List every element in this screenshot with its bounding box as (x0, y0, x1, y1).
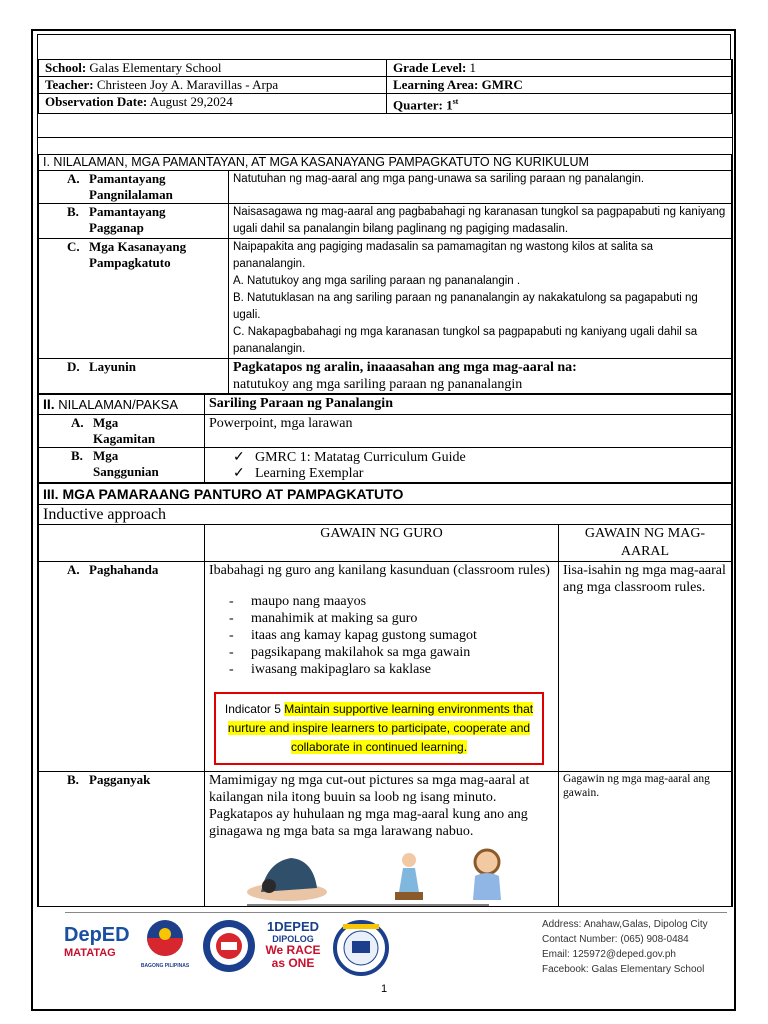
pagganyak-num: B. (67, 772, 79, 788)
paghahanda-num: A. (67, 562, 80, 578)
praying-boy-legs (395, 892, 423, 900)
praying-children-illustration (209, 848, 549, 906)
materials-title: Mga Kagamitan (93, 415, 156, 447)
row-d-label (39, 359, 229, 394)
teacher-cell (39, 77, 387, 94)
teacher-label: Teacher: (45, 77, 94, 92)
guro-instruction: Ibabahagi ng guro ang kanilang kasunduan (classroom rules) (209, 563, 550, 579)
materials-text: Powerpoint, mga larawan (205, 415, 732, 448)
competency-line: A. Natutukoy ang mga sariling paraan ng pananalangin . (233, 275, 521, 288)
date-cell (39, 94, 387, 114)
paghahanda-guro (205, 562, 559, 772)
materials-num: A. (71, 415, 84, 431)
references-title: Mga Sanggunian (93, 448, 159, 480)
section3-table (38, 483, 732, 907)
praying-children-images (209, 848, 554, 906)
pagganyak-label (39, 772, 205, 907)
deped-seal-icon (201, 918, 257, 974)
check-icon: ✓ (233, 450, 245, 466)
pagganyak-aaral: Gagawin ng mga mag-aaral ang gawain. (559, 772, 732, 907)
references-list (205, 448, 732, 483)
references-num: B. (71, 448, 83, 464)
reference-item (209, 450, 727, 466)
check-icon: ✓ (233, 466, 245, 482)
deped-dipolog-text: DIPOLOG (272, 934, 314, 944)
competency-line: B. Natutuklasan na ang sariling paraan ng pananalangin ay nakakatulong sa pagapabuti ng ugali. (233, 292, 698, 322)
deped-seal-logo (201, 918, 257, 979)
quarter-cell (387, 94, 732, 114)
section1-table (38, 154, 732, 394)
paghahanda-label (39, 562, 205, 772)
section2-num: II. (43, 396, 55, 413)
deped-logo-text: DepED (64, 924, 130, 946)
info-table (38, 59, 732, 114)
rules-list (209, 593, 554, 678)
date-label: Observation Date: (45, 94, 148, 109)
row-d-text (229, 359, 732, 394)
quarter-suffix: st (452, 97, 459, 106)
row-b-text: Naisasagawa ng mag-aaral ang pagbabahagi ng karanasan tungkol sa pagpapabuti ng kaniyang ugali dahil sa panalangin bilang paglinang ng pagiging madasalin. (229, 204, 732, 239)
praying-girl-head (475, 850, 499, 874)
row-b-title: Pamantayang Pagganap (89, 204, 166, 236)
section2-table (38, 394, 732, 483)
rule-item: - itaas ang kamay kapag gustong sumagot (209, 627, 554, 644)
area-label: Learning Area: (393, 77, 479, 92)
quarter-label: Quarter: (393, 97, 443, 113)
row-a-text: Natutuhan ng mag-aaral ang mga pang-unawa sa sariling paraan ng panalangin. (229, 171, 732, 204)
deped-dipolog-logo (262, 920, 324, 970)
pagganyak-text: Mamimigay ng mga cut-out pictures sa mga mag-aaral at kailangan nila itong buuin sa loob ng isang minuto. Pagkatapos ay huhulaan ng mga mag-aaral kung ano ang ginagawa ng mga bata sa mga larawang nabuo. (209, 773, 530, 840)
footer-address: Address: Anahaw,Galas, Dipolog City (542, 919, 708, 930)
approach: Inductive approach (39, 505, 732, 525)
bagong-pilipinas-text: BAGONG PILIPINAS (140, 963, 190, 969)
competency-line: C. Nakapagbabahagi ng mga karanasan tungkol sa pagpapabuti ng kaniyang ugali dahil sa pananalangin. (233, 326, 698, 356)
references-label (39, 448, 205, 483)
indicator-text: Maintain supportive learning environments that nurture and inspire learners to participate, cooperate and collaborate in continued learning. (227, 702, 534, 755)
col-aaral-header: GAWAIN NG MAG-AARAL (559, 525, 732, 562)
bagong-pilipinas-emblem (143, 918, 187, 958)
row-d-title: Layunin (89, 359, 136, 375)
indicator-label: Indicator 5 (224, 702, 281, 717)
footer-email: Email: 125972@deped.gov.ph (542, 949, 676, 960)
row-a-title: Pamantayang Pangnilalaman (89, 171, 173, 203)
spacer-row-2 (38, 138, 732, 154)
date-value: August 29,2024 (149, 94, 233, 109)
matatag-logo-text: MATATAG (64, 947, 116, 959)
paghahanda-title: Paghahanda (89, 562, 159, 578)
we-race-text: We RACE (265, 943, 321, 957)
school-cell (39, 60, 387, 77)
row-b-label (39, 204, 229, 239)
footer-facebook: Facebook: Galas Elementary School (542, 964, 705, 975)
row-a-num: A. (67, 171, 80, 187)
area-value: GMRC (481, 77, 523, 92)
pagganyak-guro (205, 772, 559, 907)
rule-item: - maupo nang maayos (209, 593, 554, 610)
spacer-row (38, 115, 732, 138)
row-a-label (39, 171, 229, 204)
footer-contact: Contact Number: (065) 908-0484 (542, 934, 689, 945)
footer-address-block (542, 917, 708, 977)
section3-heading (39, 484, 732, 505)
section2-topic: Sariling Paraan ng Panalangin (205, 395, 732, 415)
grade-value: 1 (469, 60, 477, 75)
kneeling-child-head (262, 879, 276, 893)
row-c-title: Mga Kasanayang Pampagkatuto (89, 239, 187, 271)
grade-cell (387, 60, 732, 77)
section2-title: NILALAMAN/PAKSA (58, 397, 178, 413)
col-guro-header: GAWAIN NG GURO (205, 525, 559, 562)
row-c-text (229, 239, 732, 359)
pagganyak-title: Pagganyak (89, 772, 151, 788)
quarter-value: 1 (446, 97, 453, 113)
praying-boy-body (399, 868, 419, 892)
area-cell (387, 77, 732, 94)
reference-text: GMRC 1: Matatag Curriculum Guide (255, 450, 466, 466)
row-d-num: D. (67, 359, 80, 375)
row-c-label (39, 239, 229, 359)
row-c-num: C. (67, 239, 80, 255)
footer-rule (65, 912, 727, 913)
section1-heading: I. NILALAMAN, MGA PAMANTAYAN, AT MGA KASANAYANG PAMPAGKATUTO NG KURIKULUM (39, 155, 732, 171)
lesson-plan-document (37, 59, 733, 907)
reference-item (209, 466, 727, 482)
row-b-num: B. (67, 204, 79, 220)
section3-num: III. (43, 486, 59, 503)
page-number: 1 (380, 983, 388, 995)
school-seal-icon (331, 920, 391, 976)
as-one-text: as ONE (271, 956, 315, 970)
competency-line: Naipapakita ang pagiging madasalin sa pamamagitan ng wastong kilos at salita sa pananalangin. (233, 241, 654, 271)
rule-item: - manahimik at making sa guro (209, 610, 554, 627)
deped-matatag-logo (64, 924, 132, 970)
school-seal-logo (331, 920, 391, 981)
section3-title: MGA PAMARAANG PANTURO AT PAMPAGKATUTO (62, 486, 404, 503)
objective-text: natutukoy ang mga sariling paraan ng pananalangin (233, 377, 523, 393)
school-value: Galas Elementary School (89, 60, 222, 75)
rule-item: - iwasang makipaglaro sa kaklase (209, 661, 554, 678)
objective-title: Pagkatapos ng aralin, inaaasahan ang mga mag-aaral na: (233, 360, 577, 376)
header-empty (39, 525, 205, 562)
praying-girl-body (473, 873, 501, 900)
school-label: School: (45, 60, 87, 75)
teacher-value: Christeen Joy A. Maravillas - Arpa (96, 77, 279, 92)
deped-dipolog-1deped: 1DEPED (266, 919, 320, 934)
section2-heading (39, 395, 205, 415)
reference-text: Learning Exemplar (255, 466, 364, 482)
materials-label (39, 415, 205, 448)
praying-boy-head (402, 853, 416, 867)
indicator-box (214, 692, 544, 765)
rule-item: - pagsikapang makilahok sa mga gawain (209, 644, 554, 661)
bagong-pilipinas-logo (137, 918, 193, 970)
paghahanda-aaral: Iisa-isahin ng mga mag-aaral ang mga classroom rules. (559, 562, 732, 772)
grade-label: Grade Level: (393, 60, 467, 75)
